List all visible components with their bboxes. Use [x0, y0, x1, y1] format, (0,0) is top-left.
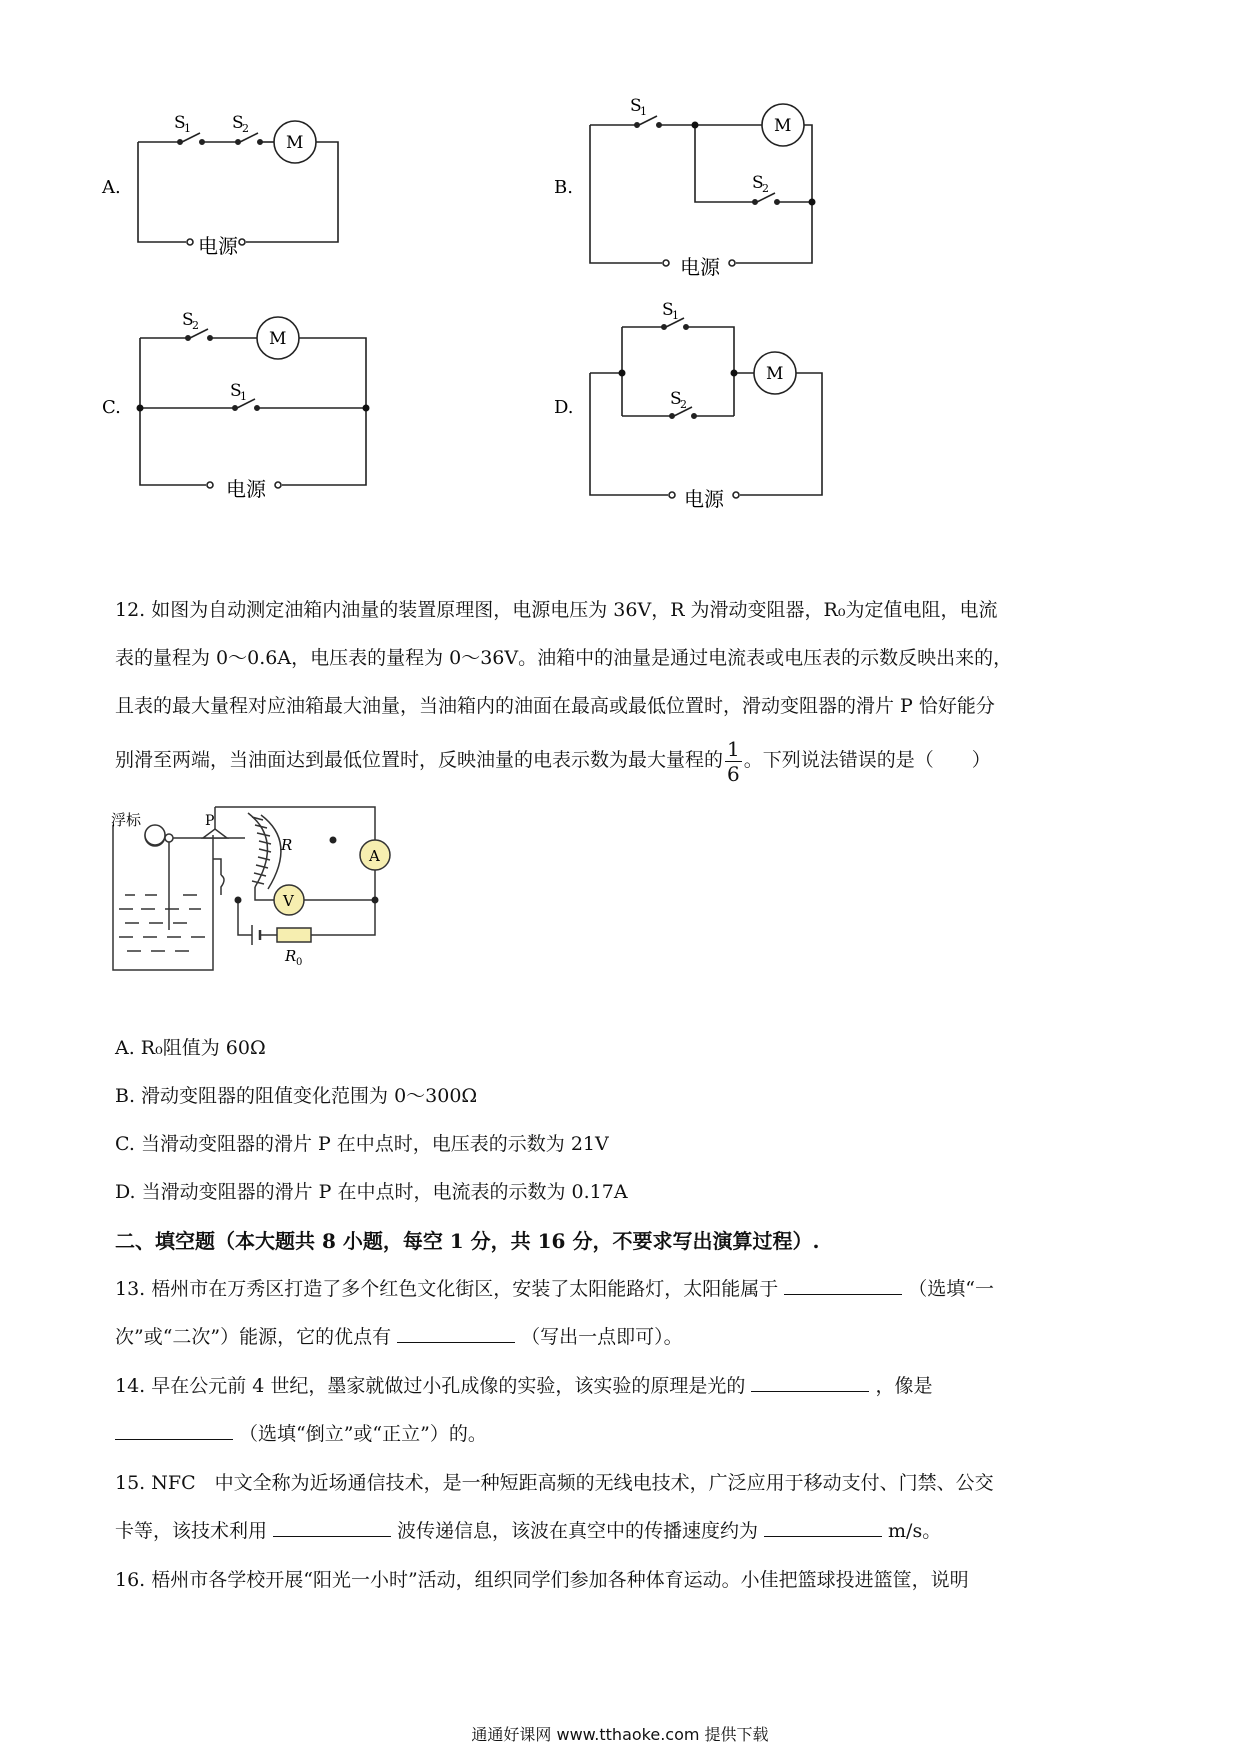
question-15-text-b: 波传递信息，该波在真空中的传播速度约为 [397, 1520, 759, 1542]
slider-p-label: P [205, 813, 215, 829]
question-12-option-b: B. 滑动变阻器的阻值变化范围为 0～300Ω [115, 1085, 478, 1107]
circuit-c-source-label: 电源 [226, 477, 266, 501]
question-13-text-d: （写出一点即可）。 [521, 1326, 683, 1348]
question-12-line-1: 12. 如图为自动测定油箱内油量的装置原理图，电源电压为 36V，R 为滑动变阻器，R₀为定值电阻，电流 [115, 599, 998, 621]
question-14-text-c: （选填“倒立”或“正立”）的。 [239, 1423, 487, 1445]
circuit-d-source-label: 电源 [684, 487, 724, 511]
circuit-diagram-a [100, 100, 400, 300]
circuit-a-motor-label: M [286, 133, 304, 153]
circuit-c-s1-sub: 1 [240, 390, 247, 403]
question-15-line-2 [115, 1516, 941, 1543]
circuit-a-s1-sub: 1 [184, 122, 191, 135]
question-12-option-c: C. 当滑动变阻器的滑片 P 在中点时，电压表的示数为 21V [115, 1133, 609, 1155]
circuit-c-motor-label: M [269, 329, 287, 349]
circuit-b-letter: B. [554, 177, 573, 198]
fraction-one-sixth [725, 737, 742, 786]
circuit-d-s2-label: S [670, 389, 682, 409]
question-12-line-2: 表的量程为 0～0.6A，电压表的量程为 0～36V。油箱中的油量是通过电流表或电压表的示数反映出来的， [115, 647, 1013, 669]
section-2-heading: 二、填空题（本大题共 8 小题，每空 1 分，共 16 分，不要求写出演算过程）. [115, 1229, 820, 1253]
question-15-text-c: m/s。 [888, 1520, 942, 1542]
question-12-line-4 [115, 730, 1125, 790]
page-footer: 通通好课网 www.tthaoke.com 提供下载 [471, 1725, 769, 1744]
question-12-line-3: 且表的最大量程对应油箱最大油量，当油箱内的油面在最高或最低位置时，滑动变阻器的滑片 P 恰好能分 [115, 695, 995, 717]
fraction-numerator: 1 [727, 736, 740, 761]
question-14-line-2 [115, 1419, 487, 1446]
float-label: 浮标 [111, 811, 142, 829]
question-13-text-b: （选填“一 [908, 1278, 994, 1300]
circuit-d-s1-label: S [662, 300, 674, 320]
question-13-text-c: 次”或“二次”）能源，它的优点有 [115, 1326, 392, 1348]
question-12-option-a: A. R₀阻值为 60Ω [115, 1037, 266, 1059]
circuit-b-source-label: 电源 [680, 255, 720, 279]
question-13-line-1 [115, 1274, 994, 1301]
answer-blank [764, 1518, 882, 1537]
circuit-a-source-label: 电源 [198, 234, 238, 258]
question-13-line-2 [115, 1322, 683, 1349]
circuit-c-s1-label: S [230, 381, 242, 401]
question-12-line-4-end: 。下列说法错误的是（ ） [743, 749, 991, 771]
circuit-diagram-b [550, 95, 870, 315]
answer-blank [273, 1518, 391, 1537]
circuit-diagram-c [100, 310, 420, 560]
circuit-a-s2-label: S [232, 113, 244, 133]
ammeter-label: A [369, 847, 380, 865]
circuit-b-s2-sub: 2 [762, 182, 769, 195]
resistor-r0-sub: 0 [296, 957, 303, 968]
circuit-b-s2-label: S [752, 173, 764, 193]
question-15-line-1: 15. NFC 中文全称为近场通信技术，是一种短距高频的无线电技术，广泛应用于移动支付、门禁、公交 [115, 1472, 994, 1494]
circuit-c-s2-label: S [182, 310, 194, 330]
question-12-line-4-text: 别滑至两端，当油面达到最低位置时，反映油量的电表示数为最大量程的 [115, 749, 724, 771]
circuit-b-s1-sub: 1 [640, 105, 647, 118]
circuit-d-s1-sub: 1 [672, 309, 679, 322]
circuit-b-s1-label: S [630, 96, 642, 116]
question-14-text-b: ，像是 [875, 1375, 933, 1397]
circuit-b-motor-label: M [774, 116, 792, 136]
resistor-r0-label: R [285, 947, 297, 965]
question-14-text-a: 14. 早在公元前 4 世纪，墨家就做过小孔成像的实验，该实验的原理是光的 [115, 1375, 746, 1397]
question-12-option-d: D. 当滑动变阻器的滑片 P 在中点时，电流表的示数为 0.17A [115, 1181, 628, 1203]
fraction-denominator: 6 [727, 761, 740, 786]
circuit-c-letter: C. [102, 397, 121, 418]
question-15-text-a: 卡等，该技术利用 [115, 1520, 268, 1542]
circuit-diagram-d [550, 295, 870, 565]
question-12-stem [115, 586, 1125, 790]
oil-tank-figure [105, 795, 405, 1025]
question-16-line-1: 16. 梧州市各学校开展“阳光一小时”活动，组织同学们参加各种体育运动。小佳把篮球投进篮筐，说明 [115, 1569, 969, 1591]
answer-blank [397, 1324, 515, 1343]
circuit-a-letter: A. [102, 177, 121, 198]
circuit-a-s1-label: S [174, 113, 186, 133]
circuit-d-s2-sub: 2 [680, 398, 687, 411]
answer-blank [115, 1421, 233, 1440]
resistor-r-label: R [281, 836, 293, 854]
circuit-d-motor-label: M [766, 364, 784, 384]
circuit-c-s2-sub: 2 [192, 319, 199, 332]
voltmeter-label: V [283, 892, 294, 910]
question-13-text-a: 13. 梧州市在万秀区打造了多个红色文化街区，安装了太阳能路灯，太阳能属于 [115, 1278, 779, 1300]
answer-blank [751, 1373, 869, 1392]
circuit-d-letter: D. [554, 397, 574, 418]
circuit-a-s2-sub: 2 [242, 122, 249, 135]
answer-blank [784, 1276, 902, 1295]
question-14-line-1 [115, 1371, 932, 1398]
